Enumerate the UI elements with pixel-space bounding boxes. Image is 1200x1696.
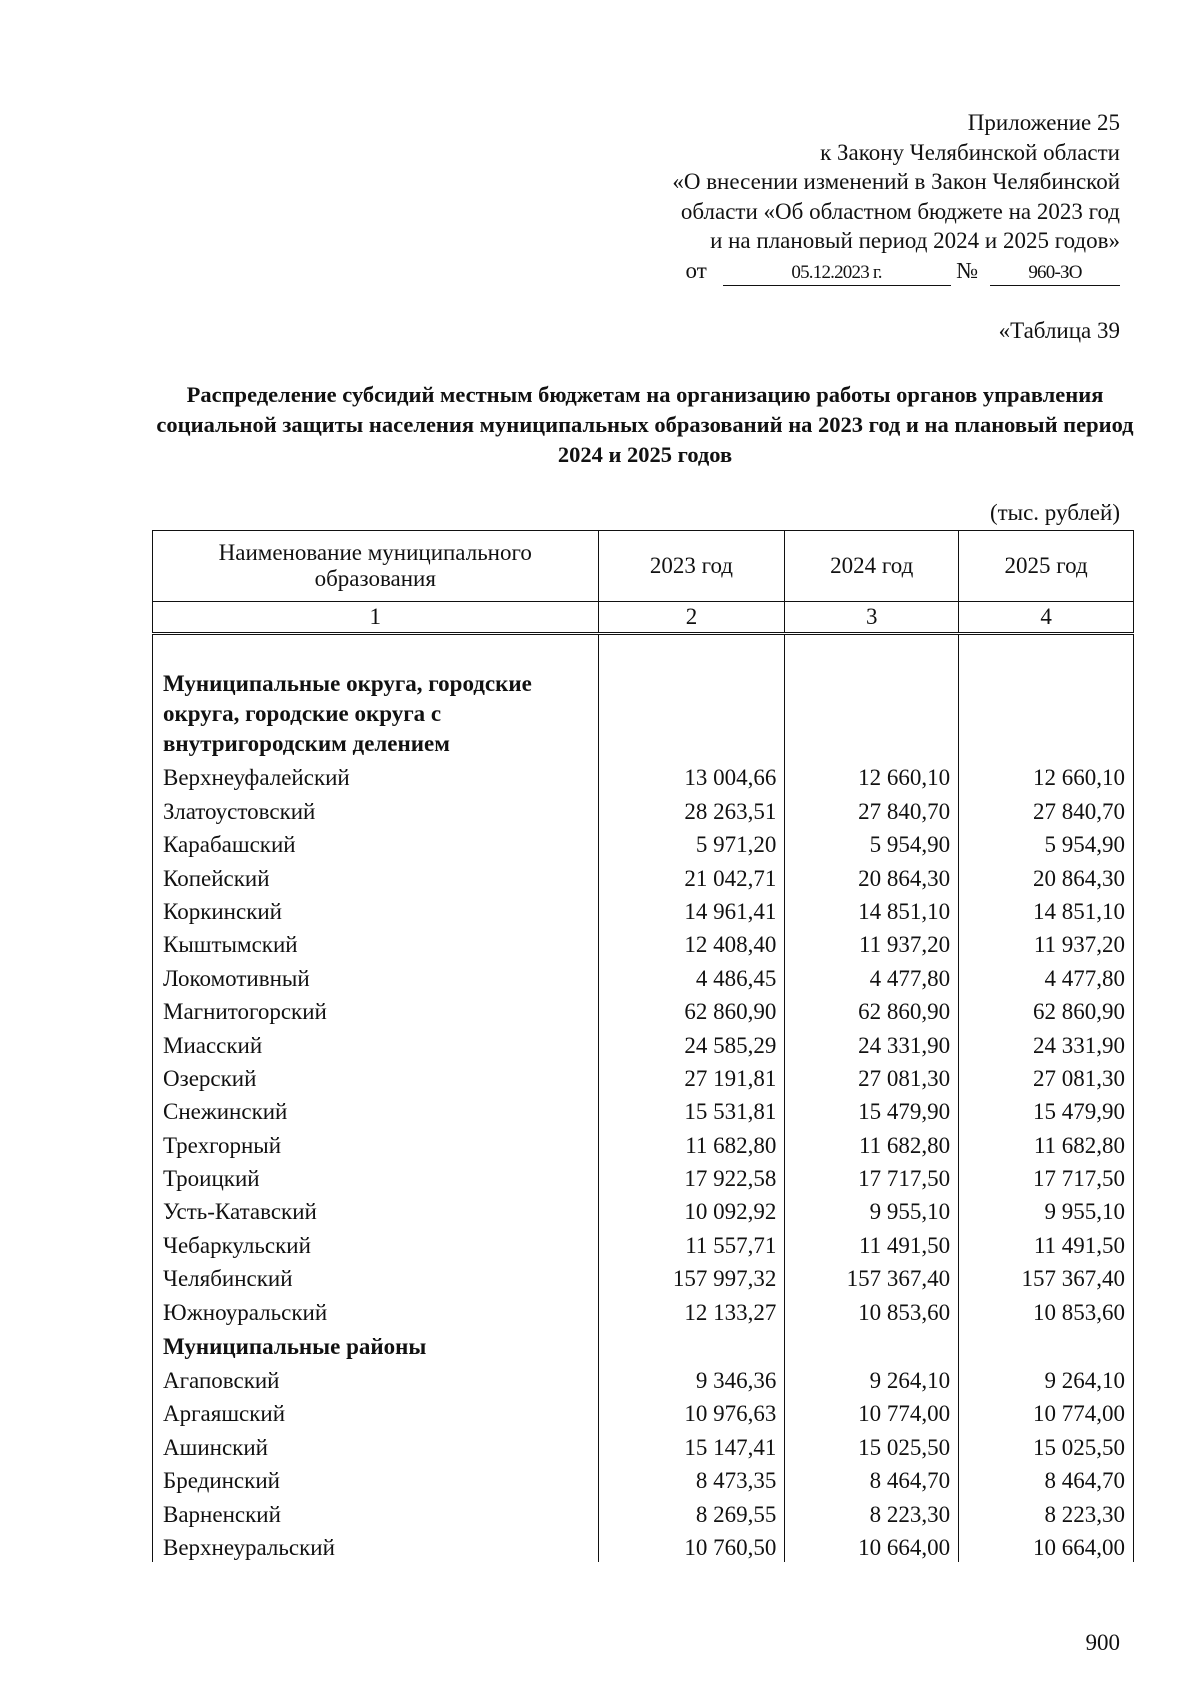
section-header-row (153, 634, 1134, 760)
table-row (153, 1495, 1134, 1528)
municipality-name: Озерский (153, 1060, 599, 1093)
table-body (153, 634, 1134, 1562)
law-number: 960-ЗО (990, 261, 1120, 286)
value-2023: 157 997,32 (598, 1260, 785, 1293)
value-2023: 21 042,71 (598, 859, 785, 892)
value-2025: 14 851,10 (959, 893, 1134, 926)
law-date: 05.12.2023 г. (723, 261, 951, 286)
document-title: Распределение субсидий местным бюджетам на организацию работы органов управления социальной защиты населения муниципальных образований на 2023 год и на плановый период 2024 и 2025 годов (156, 382, 1134, 467)
table-row (153, 1226, 1134, 1259)
table-row (153, 1026, 1134, 1059)
table-header-row (153, 531, 1134, 602)
appendix-label: Приложение 25 (967, 110, 1120, 135)
municipality-name: Челябинский (153, 1260, 599, 1293)
value-2025: 10 664,00 (959, 1529, 1134, 1562)
section-title: Муниципальные районы (153, 1327, 599, 1362)
municipality-name: Локомотивный (153, 959, 599, 992)
value-2024: 11 491,50 (785, 1226, 959, 1259)
municipality-name: Магнитогорский (153, 993, 599, 1026)
table-row (153, 1193, 1134, 1226)
table-row (153, 1362, 1134, 1395)
value-2024: 10 774,00 (785, 1395, 959, 1428)
column-number: 2 (598, 602, 785, 634)
value-2024: 8 464,70 (785, 1462, 959, 1495)
value-2023: 24 585,29 (598, 1026, 785, 1059)
law-title-line: «О внесении изменений в Закон Челябинской (672, 169, 1120, 194)
table-row (153, 1293, 1134, 1326)
column-header-name: Наименование муниципального образования (153, 531, 599, 602)
column-header-2023: 2023 год (598, 531, 785, 602)
municipality-name: Златоустовский (153, 792, 599, 825)
table-row (153, 792, 1134, 825)
value-2023: 8 269,55 (598, 1495, 785, 1528)
value-2023: 8 473,35 (598, 1462, 785, 1495)
municipality-name: Миасский (153, 1026, 599, 1059)
municipality-name: Кыштымский (153, 926, 599, 959)
table-row (153, 926, 1134, 959)
value-2023: 13 004,66 (598, 759, 785, 792)
value-2024: 20 864,30 (785, 859, 959, 892)
value-2023: 17 922,58 (598, 1160, 785, 1193)
from-label: от (685, 257, 707, 283)
value-2025: 27 081,30 (959, 1060, 1134, 1093)
value-2023: 10 976,63 (598, 1395, 785, 1428)
municipality-name: Снежинский (153, 1093, 599, 1126)
value-2025: 8 464,70 (959, 1462, 1134, 1495)
value-2023: 15 147,41 (598, 1428, 785, 1461)
column-number: 4 (959, 602, 1134, 634)
table-label: «Таблица 39 (998, 318, 1120, 343)
municipality-name: Брединский (153, 1462, 599, 1495)
value-2023: 9 346,36 (598, 1362, 785, 1395)
law-title-line: и на плановый период 2024 и 2025 годов» (710, 228, 1120, 253)
value-2023: 12 408,40 (598, 926, 785, 959)
value-2025: 12 660,10 (959, 759, 1134, 792)
table-row (153, 1093, 1134, 1126)
section-title: Муниципальные округа, городские округа, городские округа с внутригородским делением (153, 634, 599, 760)
value-2025: 9 955,10 (959, 1193, 1134, 1226)
value-2025: 24 331,90 (959, 1026, 1134, 1059)
value-2024: 9 955,10 (785, 1193, 959, 1226)
column-header-2025: 2025 год (959, 531, 1134, 602)
document-header (672, 108, 1120, 286)
value-2023: 10 092,92 (598, 1193, 785, 1226)
value-2023: 11 682,80 (598, 1126, 785, 1159)
column-header-2024: 2024 год (785, 531, 959, 602)
value-2025: 9 264,10 (959, 1362, 1134, 1395)
value-2023: 10 760,50 (598, 1529, 785, 1562)
value-2024: 24 331,90 (785, 1026, 959, 1059)
section-header-row (153, 1327, 1134, 1362)
value-2024: 12 660,10 (785, 759, 959, 792)
municipality-name: Чебаркульский (153, 1226, 599, 1259)
value-2024: 14 851,10 (785, 893, 959, 926)
municipality-name: Агаповский (153, 1362, 599, 1395)
value-2025: 10 853,60 (959, 1293, 1134, 1326)
value-2025: 20 864,30 (959, 859, 1134, 892)
table-row (153, 993, 1134, 1026)
value-2025: 17 717,50 (959, 1160, 1134, 1193)
table-row (153, 1260, 1134, 1293)
municipality-name: Ашинский (153, 1428, 599, 1461)
value-2025: 11 682,80 (959, 1126, 1134, 1159)
value-2024: 9 264,10 (785, 1362, 959, 1395)
table-row (153, 1395, 1134, 1428)
value-2024: 157 367,40 (785, 1260, 959, 1293)
value-2024: 5 954,90 (785, 826, 959, 859)
column-number: 3 (785, 602, 959, 634)
value-2023: 62 860,90 (598, 993, 785, 1026)
law-reference-line: к Закону Челябинской области (820, 139, 1120, 165)
municipality-name: Копейский (153, 859, 599, 892)
table-row (153, 1060, 1134, 1093)
value-2023: 28 263,51 (598, 792, 785, 825)
value-2023: 4 486,45 (598, 959, 785, 992)
municipality-name: Верхнеуральский (153, 1529, 599, 1562)
column-number: 1 (153, 602, 599, 634)
value-2025: 62 860,90 (959, 993, 1134, 1026)
value-2023: 12 133,27 (598, 1293, 785, 1326)
value-2023: 14 961,41 (598, 893, 785, 926)
municipality-name: Варненский (153, 1495, 599, 1528)
value-2023: 5 971,20 (598, 826, 785, 859)
value-2025: 11 937,20 (959, 926, 1134, 959)
value-2024: 11 682,80 (785, 1126, 959, 1159)
table-row (153, 1428, 1134, 1461)
value-2025: 5 954,90 (959, 826, 1134, 859)
value-2023: 27 191,81 (598, 1060, 785, 1093)
table-row (153, 759, 1134, 792)
units-label: (тыс. рублей) (989, 500, 1120, 525)
municipality-name: Усть-Катавский (153, 1193, 599, 1226)
table-row (153, 1462, 1134, 1495)
subsidy-table (152, 530, 1134, 1562)
table-row (153, 1160, 1134, 1193)
value-2024: 15 479,90 (785, 1093, 959, 1126)
page-number: 900 (1085, 1630, 1120, 1655)
value-2024: 27 081,30 (785, 1060, 959, 1093)
value-2025: 27 840,70 (959, 792, 1134, 825)
table-row (153, 893, 1134, 926)
value-2023: 15 531,81 (598, 1093, 785, 1126)
value-2025: 15 025,50 (959, 1428, 1134, 1461)
law-date-number (672, 256, 1120, 286)
table-row (153, 859, 1134, 892)
municipality-name: Трехгорный (153, 1126, 599, 1159)
value-2024: 62 860,90 (785, 993, 959, 1026)
municipality-name: Коркинский (153, 893, 599, 926)
value-2025: 10 774,00 (959, 1395, 1134, 1428)
value-2025: 15 479,90 (959, 1093, 1134, 1126)
value-2024: 15 025,50 (785, 1428, 959, 1461)
municipality-name: Троицкий (153, 1160, 599, 1193)
value-2025: 4 477,80 (959, 959, 1134, 992)
municipality-name: Верхнеуфалейский (153, 759, 599, 792)
number-label: № (956, 257, 979, 283)
table-row (153, 959, 1134, 992)
column-number-row (153, 602, 1134, 634)
value-2024: 10 664,00 (785, 1529, 959, 1562)
municipality-name: Южноуральский (153, 1293, 599, 1326)
law-title-line: области «Об областном бюджете на 2023 год (680, 198, 1120, 224)
value-2024: 11 937,20 (785, 926, 959, 959)
value-2025: 8 223,30 (959, 1495, 1134, 1528)
municipality-name: Аргаяшский (153, 1395, 599, 1428)
municipality-name: Карабашский (153, 826, 599, 859)
value-2024: 17 717,50 (785, 1160, 959, 1193)
value-2024: 8 223,30 (785, 1495, 959, 1528)
value-2024: 27 840,70 (785, 792, 959, 825)
value-2025: 157 367,40 (959, 1260, 1134, 1293)
value-2024: 10 853,60 (785, 1293, 959, 1326)
value-2024: 4 477,80 (785, 959, 959, 992)
value-2023: 11 557,71 (598, 1226, 785, 1259)
table-row (153, 1126, 1134, 1159)
table-row (153, 1529, 1134, 1562)
table-row (153, 826, 1134, 859)
value-2025: 11 491,50 (959, 1226, 1134, 1259)
